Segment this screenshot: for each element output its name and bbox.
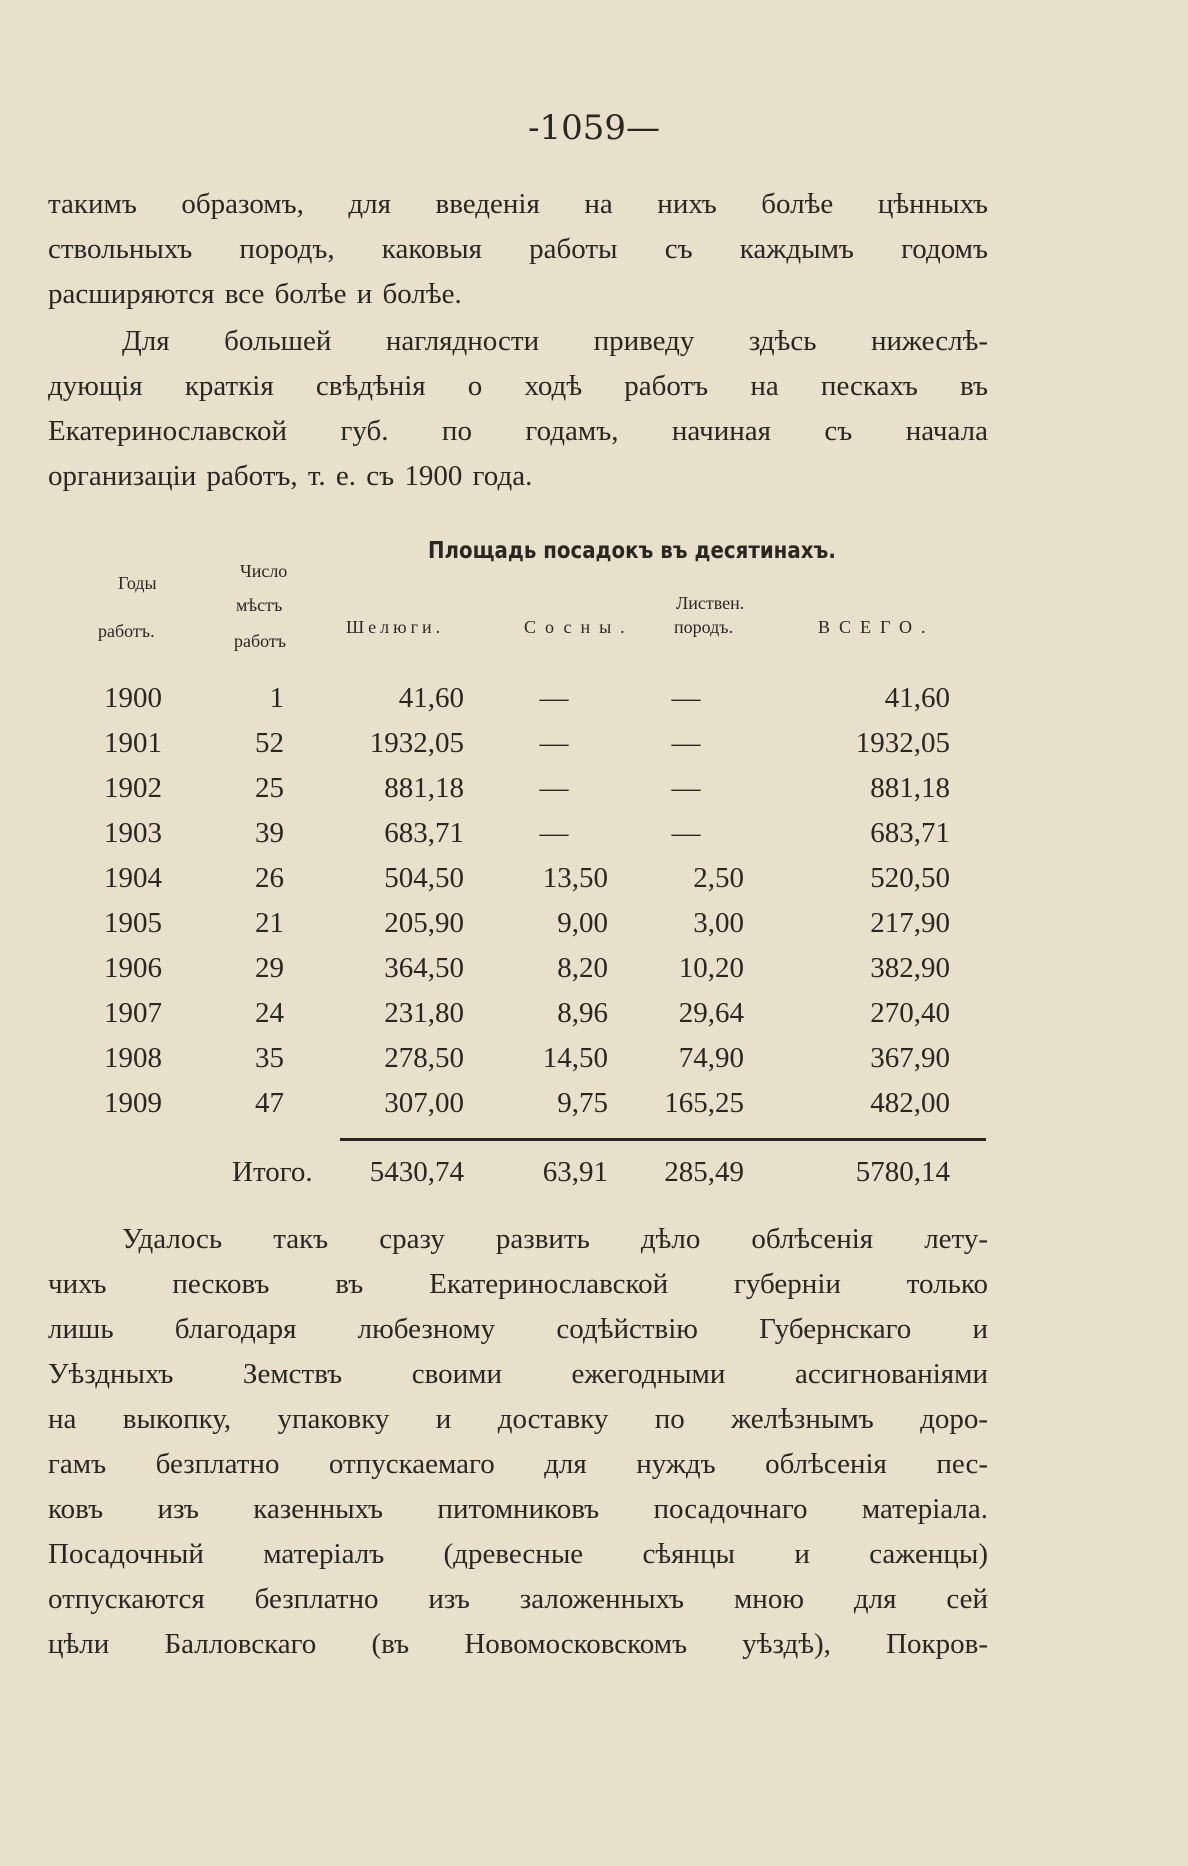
cell-leaf: 165,25	[664, 1087, 744, 1119]
cell-year: 1901	[104, 727, 162, 759]
cell-leaf: —	[671, 682, 701, 714]
header-places-line3: работъ	[234, 631, 287, 651]
text-line: цѣли Балловскаго (въ Новомосковскомъ уѣздѣ), Покров-	[48, 1628, 988, 1660]
text-line: ковъ изъ казенныхъ питомниковъ посадочнаго матеріала.	[48, 1493, 988, 1525]
cell-year: 1905	[104, 907, 162, 939]
plantings-table	[0, 530, 1188, 1190]
total-pine: 63,91	[542, 1156, 608, 1188]
cell-places: 29	[255, 952, 284, 984]
text-line: гамъ безплатно отпускаемаго для нуждъ облѣсенія пес-	[48, 1448, 988, 1480]
cell-sheluga: 1932,05	[369, 727, 464, 759]
cell-sheluga: 41,60	[398, 682, 464, 714]
text-line: ствольныхъ породъ, каковыя работы съ каждымъ годомъ	[48, 233, 988, 265]
total-sheluga: 5430,74	[369, 1156, 464, 1188]
cell-year: 1903	[104, 817, 162, 849]
cell-year: 1907	[104, 997, 162, 1029]
cell-year: 1900	[104, 682, 162, 714]
cell-total: 881,18	[870, 772, 950, 804]
cell-year: 1902	[104, 772, 162, 804]
cell-places: 24	[255, 997, 284, 1029]
text-line: Для большей наглядности приведу здѣсь нижеслѣ-	[122, 325, 988, 357]
table-row	[0, 901, 1188, 945]
cell-leaf: 10,20	[678, 952, 744, 984]
cell-total: 270,40	[870, 997, 950, 1029]
header-total: ВСЕГО.	[818, 617, 935, 637]
cell-places: 26	[255, 862, 284, 894]
cell-sheluga: 278,50	[384, 1042, 464, 1074]
header-sheluga: Шелюги.	[346, 617, 445, 637]
cell-total: 217,90	[870, 907, 950, 939]
totals-rule	[340, 1138, 986, 1141]
header-places-line1: Число	[240, 561, 288, 581]
text-line: Посадочный матеріалъ (древесные сѣянцы и саженцы)	[48, 1538, 988, 1570]
cell-year: 1904	[104, 862, 162, 894]
cell-pine: 9,75	[557, 1087, 608, 1119]
cell-year: 1909	[104, 1087, 162, 1119]
header-places-line2: мѣстъ	[236, 595, 283, 615]
text-line: отпускаются безплатно изъ заложенныхъ мною для сей	[48, 1583, 988, 1615]
table-row	[0, 676, 1188, 720]
page-number: -1059—	[527, 108, 660, 148]
cell-total: 382,90	[870, 952, 950, 984]
cell-total: 367,90	[870, 1042, 950, 1074]
text-line: организаціи работъ, т. е. съ 1900 года.	[48, 460, 533, 492]
cell-pine: —	[539, 772, 569, 804]
table-row	[0, 946, 1188, 990]
text-line: Уѣздныхъ Земствъ своими ежегодными ассигнованіями	[48, 1358, 988, 1390]
text-line: дующія краткія свѣдѣнія о ходѣ работъ на пескахъ въ	[48, 370, 988, 402]
paragraph-2	[48, 319, 988, 499]
cell-pine: —	[539, 817, 569, 849]
cell-sheluga: 504,50	[384, 862, 464, 894]
cell-pine: 13,50	[542, 862, 608, 894]
cell-leaf: —	[671, 772, 701, 804]
totals-row	[0, 1150, 1188, 1194]
cell-places: 47	[255, 1087, 284, 1119]
paragraph-1	[48, 182, 988, 317]
header-leaf-line2: породъ.	[674, 617, 734, 637]
cell-pine: 14,50	[542, 1042, 608, 1074]
table-row	[0, 856, 1188, 900]
totals-label: Итого.	[232, 1156, 313, 1188]
cell-sheluga: 364,50	[384, 952, 464, 984]
table-row	[0, 991, 1188, 1035]
table-row	[0, 721, 1188, 765]
paragraph-3	[48, 1217, 988, 1667]
cell-sheluga: 205,90	[384, 907, 464, 939]
cell-total: 482,00	[870, 1087, 950, 1119]
cell-year: 1906	[104, 952, 162, 984]
cell-leaf: 3,00	[693, 907, 744, 939]
cell-pine: 9,00	[557, 907, 608, 939]
text-line: на выкопку, упаковку и доставку по желѣзнымъ доро-	[48, 1403, 988, 1435]
text-line: чихъ песковъ въ Екатеринославской губерніи только	[48, 1268, 988, 1300]
header-leaf-line1: Листвен.	[676, 593, 745, 613]
cell-leaf: —	[671, 727, 701, 759]
cell-places: 39	[255, 817, 284, 849]
table-row	[0, 766, 1188, 810]
total-all: 5780,14	[855, 1156, 950, 1188]
table-row	[0, 1081, 1188, 1125]
cell-total: 683,71	[870, 817, 950, 849]
cell-places: 35	[255, 1042, 284, 1074]
cell-pine: 8,20	[557, 952, 608, 984]
header-years-line2: работъ.	[98, 621, 155, 641]
cell-places: 1	[269, 682, 284, 714]
cell-total: 41,60	[884, 682, 950, 714]
cell-sheluga: 683,71	[384, 817, 464, 849]
cell-total: 1932,05	[855, 727, 950, 759]
cell-leaf: 2,50	[693, 862, 744, 894]
cell-pine: 8,96	[557, 997, 608, 1029]
cell-pine: —	[539, 727, 569, 759]
cell-leaf: 29,64	[678, 997, 744, 1029]
header-years-line1: Годы	[118, 573, 157, 593]
header-pine: Сосны.	[524, 617, 634, 637]
cell-leaf: —	[671, 817, 701, 849]
cell-places: 52	[255, 727, 284, 759]
table-row	[0, 1036, 1188, 1080]
cell-places: 25	[255, 772, 284, 804]
cell-sheluga: 881,18	[384, 772, 464, 804]
text-line: расширяются все болѣе и болѣе.	[48, 278, 462, 310]
cell-sheluga: 231,80	[384, 997, 464, 1029]
text-line: такимъ образомъ, для введенія на нихъ болѣе цѣнныхъ	[48, 188, 988, 220]
table-row	[0, 811, 1188, 855]
cell-total: 520,50	[870, 862, 950, 894]
text-line: Екатеринославской губ. по годамъ, начиная съ начала	[48, 415, 988, 447]
cell-places: 21	[255, 907, 284, 939]
cell-sheluga: 307,00	[384, 1087, 464, 1119]
total-leaf: 285,49	[664, 1156, 744, 1188]
text-line: лишь благодаря любезному содѣйствію Губернскаго и	[48, 1313, 988, 1345]
cell-year: 1908	[104, 1042, 162, 1074]
cell-pine: —	[539, 682, 569, 714]
table-group-header: Площадь посадокъ въ десятинахъ.	[428, 538, 836, 564]
text-line: Удалось такъ сразу развить дѣло облѣсенія лету-	[122, 1223, 988, 1255]
cell-leaf: 74,90	[678, 1042, 744, 1074]
